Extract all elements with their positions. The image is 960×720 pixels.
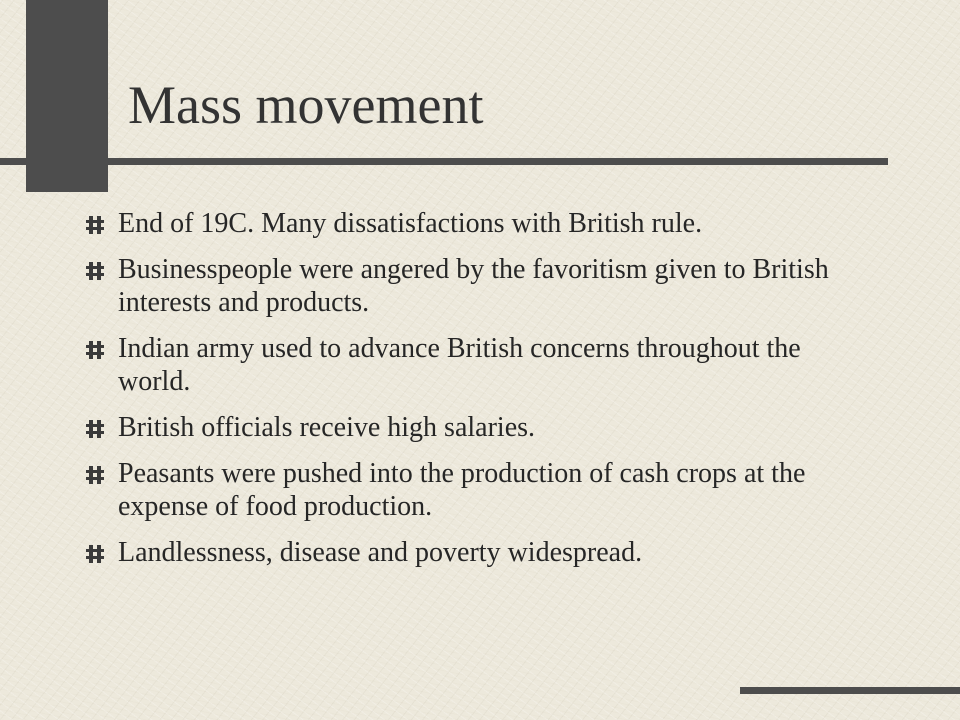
bullet-list — [82, 207, 872, 582]
bullet-text: Peasants were pushed into the production of cash crops at the expense of food production. — [118, 458, 806, 522]
bullet-item — [82, 411, 872, 444]
bullet-text: End of 19C. Many dissatisfactions with British rule. — [118, 208, 703, 239]
bullet-item — [82, 536, 872, 569]
hash-bullet-icon — [86, 341, 104, 359]
hash-bullet-icon — [86, 216, 104, 234]
bullet-text: Indian army used to advance British concerns throughout the world. — [118, 333, 801, 397]
hash-bullet-icon — [86, 262, 104, 280]
hash-bullet-icon — [86, 545, 104, 563]
bullet-item — [82, 457, 872, 523]
bullet-text: Businesspeople were angered by the favoritism given to British interests and products. — [118, 254, 829, 318]
slide-title: Mass movement — [128, 75, 484, 135]
bullet-item — [82, 253, 872, 319]
bullet-text: Landlessness, disease and poverty widespread. — [118, 537, 643, 568]
footer-accent-line — [740, 687, 960, 694]
bullet-text: British officials receive high salaries. — [118, 412, 536, 443]
hash-bullet-icon — [86, 466, 104, 484]
title-underline — [0, 158, 888, 165]
hash-bullet-icon — [86, 420, 104, 438]
bullet-item — [82, 332, 872, 398]
bullet-item — [82, 207, 872, 240]
